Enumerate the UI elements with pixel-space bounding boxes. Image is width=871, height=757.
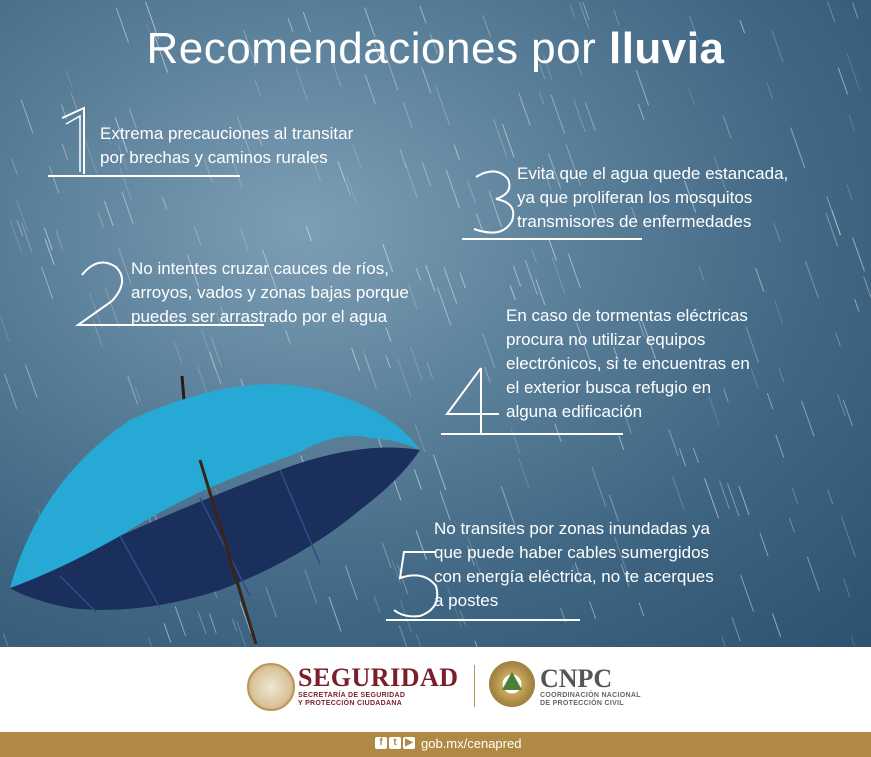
seguridad-subtitle: Y PROTECCIÓN CIUDADANA	[298, 700, 403, 707]
youtube-icon[interactable]: ▶	[403, 737, 415, 749]
logo-divider	[474, 665, 475, 707]
title-bold: lluvia	[608, 24, 725, 73]
page-title	[0, 24, 871, 74]
recommendation-5-line: que puede haber cables sumergidos	[434, 543, 710, 562]
seguridad-logo-text: SEGURIDAD	[298, 663, 459, 692]
recommendation-5-line: No transites por zonas inundadas ya	[434, 519, 710, 538]
title-regular: Recomendaciones por	[146, 24, 609, 73]
recommendation-2-line: No intentes cruzar cauces de ríos,	[131, 259, 389, 278]
twitter-icon[interactable]: t	[389, 737, 401, 749]
cnpc-subtitle: DE PROTECCIÓN CIVIL	[540, 700, 624, 707]
recommendation-5-line: con energía eléctrica, no te acerques	[434, 567, 714, 586]
recommendation-1-line: por brechas y caminos rurales	[100, 148, 328, 167]
website-link[interactable]: gob.mx/cenapred	[421, 736, 522, 751]
recommendation-4-line: En caso de tormentas eléctricas	[506, 306, 748, 325]
recommendation-4-line: alguna edificación	[506, 402, 643, 421]
recommendation-2-line: arroyos, vados y zonas bajas porque	[131, 283, 409, 302]
civil-protection-triangle-icon	[502, 672, 522, 690]
recommendation-5	[434, 517, 714, 613]
recommendation-5-line: a postes	[434, 591, 499, 610]
seguridad-subtitle: SECRETARÍA DE SEGURIDAD	[298, 692, 406, 699]
recommendation-4-line: procura no utilizar equipos	[506, 330, 706, 349]
facebook-icon[interactable]: f	[375, 737, 387, 749]
recommendation-4-line: el exterior busca refugio en	[506, 378, 712, 397]
recommendation-3-line: transmisores de enfermedades	[517, 212, 752, 231]
recommendation-3-line: Evita que el agua quede estancada,	[517, 164, 789, 183]
recommendation-3	[517, 162, 788, 234]
recommendation-1-line: Extrema precauciones al transitar	[100, 124, 354, 143]
recommendation-1	[100, 122, 353, 170]
recommendation-2	[131, 257, 409, 329]
mexico-coat-of-arms-icon	[247, 663, 295, 711]
umbrella-icon	[0, 360, 430, 647]
recommendation-3-line: ya que proliferan los mosquitos	[517, 188, 753, 207]
recommendation-2-line: puedes ser arrastrado por el agua	[131, 307, 388, 326]
recommendation-4-line: electrónicos, si te encuentras en	[506, 354, 750, 373]
cnpc-subtitle: COORDINACIÓN NACIONAL	[540, 692, 641, 699]
cnpc-logo-text: CNPC	[540, 664, 613, 693]
recommendation-4	[506, 304, 750, 424]
